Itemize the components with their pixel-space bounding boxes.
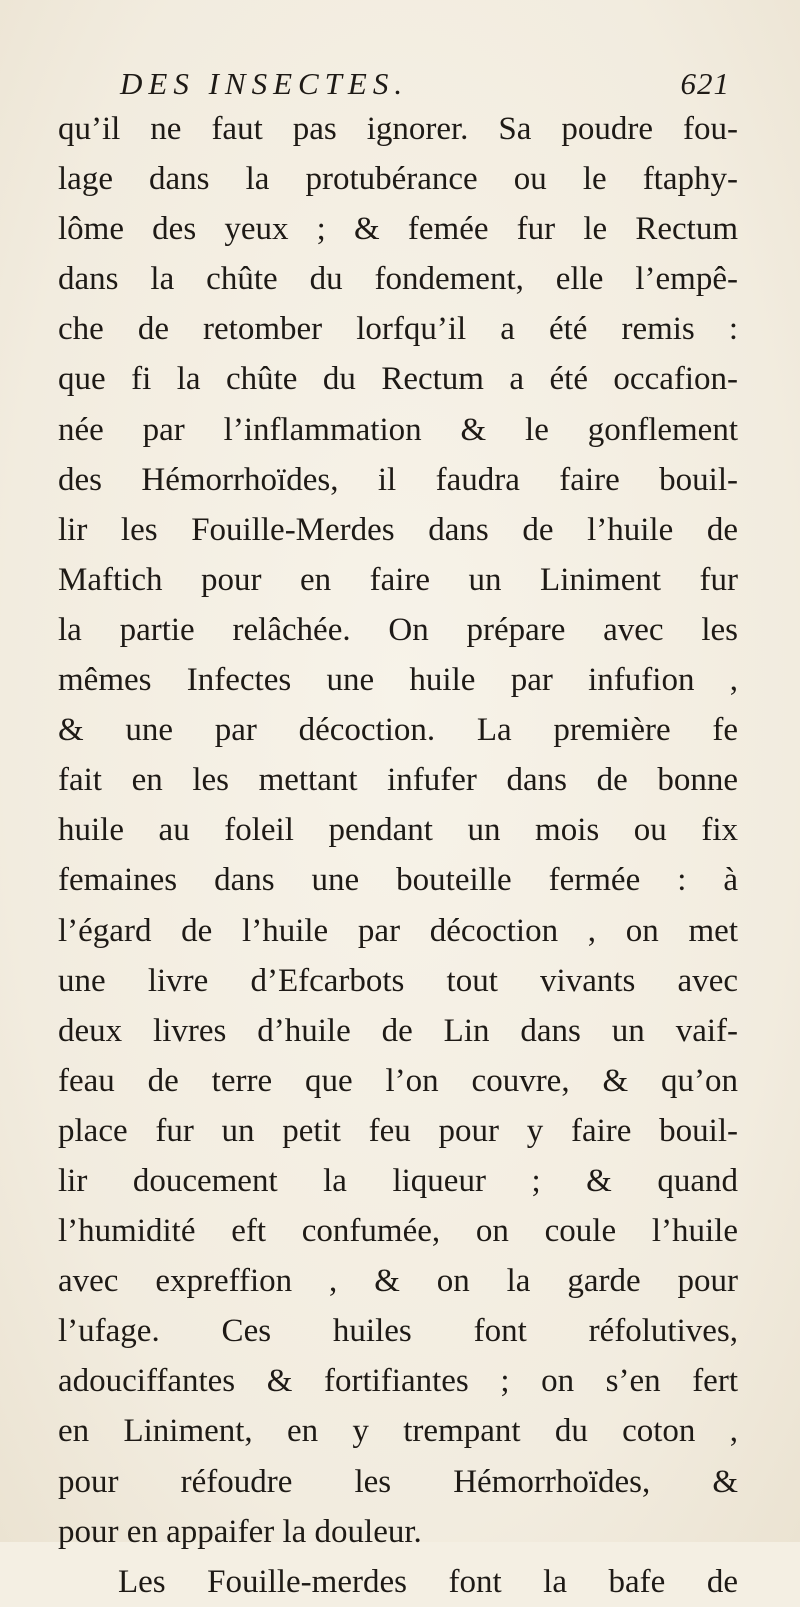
text-line: mêmes Infectes une huile par infufion , [58, 662, 738, 699]
text-line: lôme des yeux ; & femée fur le Rectum [58, 211, 738, 248]
text-line: pour en appaifer la douleur. [58, 1513, 422, 1550]
text-line: & une par décoction. La première fe [58, 712, 738, 749]
text-line: femaines dans une bouteille fermée : à [58, 862, 738, 899]
text-line: lage dans la protubérance ou le ftaphy- [58, 161, 738, 198]
text-line: en Liniment, en y trempant du coton , [58, 1413, 738, 1450]
text-line: pour réfoudre les Hémorrhoïdes, & [58, 1463, 738, 1500]
text-line: des Hémorrhoïdes, il faudra faire bouil- [58, 461, 738, 498]
text-line: l’humidité eft confumée, on coule l’huile [58, 1213, 738, 1250]
text-line: Maftich pour en faire un Liniment fur [58, 561, 738, 598]
text-line: l’ufage. Ces huiles font réfolutives, [58, 1313, 738, 1350]
text-line: avec expreffion , & on la garde pour [58, 1263, 738, 1300]
text-line: place fur un petit feu pour y faire bouil- [58, 1112, 738, 1149]
text-line: lir doucement la liqueur ; & quand [58, 1162, 738, 1199]
text-line: Les Fouille-merdes font la bafe de [118, 1563, 738, 1600]
body-text [58, 104, 738, 1607]
text-line: une livre d’Efcarbots tout vivants avec [58, 962, 738, 999]
text-line: la partie relâchée. On prépare avec les [58, 611, 738, 648]
text-line: née par l’inflammation & le gonflement [58, 411, 738, 448]
text-line: que fi la chûte du Rectum a été occafion- [58, 361, 738, 398]
text-line: lir les Fouille-Merdes dans de l’huile de [58, 511, 738, 548]
page-number: 621 [680, 66, 730, 101]
text-line: feau de terre que l’on couvre, & qu’on [58, 1062, 738, 1099]
text-line: dans la chûte du fondement, elle l’empê- [58, 261, 738, 298]
text-line: huile au foleil pendant un mois ou fix [58, 812, 738, 849]
text-line: fait en les mettant infufer dans de bonne [58, 762, 738, 799]
text-line: adouciffantes & fortifiantes ; on s’en fert [58, 1363, 738, 1400]
text-line: qu’il ne faut pas ignorer. Sa poudre fou- [58, 111, 738, 147]
text-line: che de retomber lorfqu’il a été remis : [58, 311, 738, 348]
text-line: deux livres d’huile de Lin dans un vaif- [58, 1012, 738, 1049]
text-line: l’égard de l’huile par décoction , on met [58, 912, 738, 949]
running-title: DES INSECTES. [120, 66, 409, 101]
